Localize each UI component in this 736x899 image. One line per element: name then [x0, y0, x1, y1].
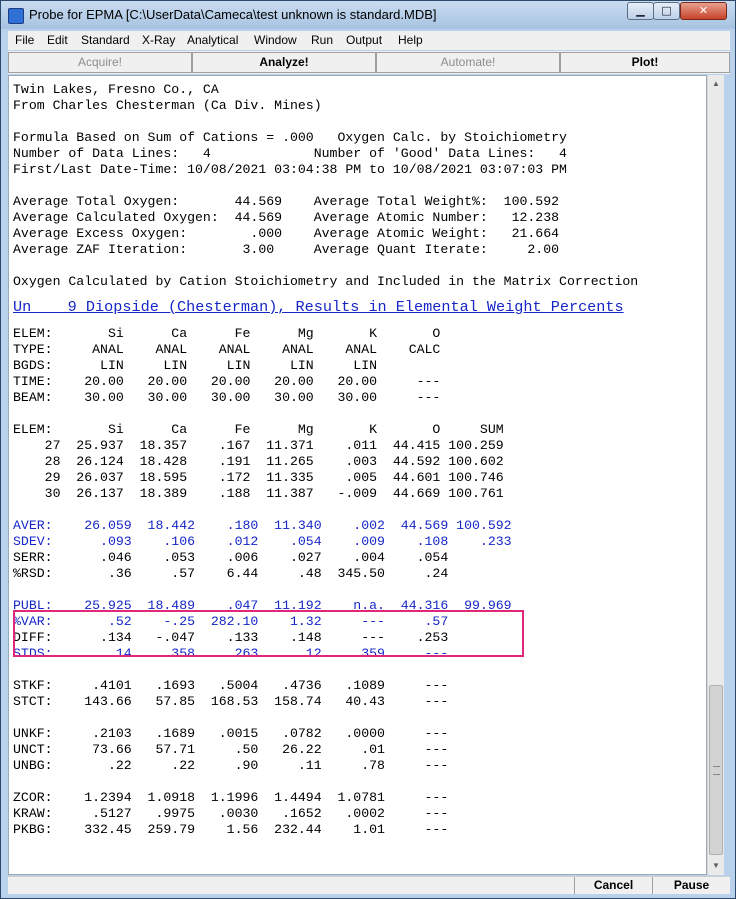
log-text: [9, 76, 706, 838]
publ-row: PUBL: 25.925 18.489 .047 11.192 n.a. 44.316 99.969: [13, 598, 512, 613]
close-button[interactable]: ✕: [680, 2, 727, 20]
plot-button[interactable]: Plot!: [560, 52, 730, 73]
highlight-box: [13, 610, 524, 657]
status-bar: [8, 876, 730, 894]
menu-file[interactable]: File: [15, 33, 35, 47]
menu-help[interactable]: Help: [398, 33, 423, 47]
cancel-button[interactable]: Cancel: [574, 877, 652, 894]
stds-row: STDS: 14 358 263 12 359 ---: [13, 646, 449, 661]
rsd-row: %RSD: .36 .57 6.44 .48 345.50 .24: [13, 566, 449, 581]
diff-row: DIFF: .134 -.047 .133 .148 --- .253: [13, 630, 449, 645]
menu-edit[interactable]: Edit: [47, 33, 68, 47]
log-window[interactable]: [8, 75, 707, 875]
analyze-button[interactable]: Analyze!: [192, 52, 376, 73]
var-row: %VAR: .52 -.25 282.10 1.32 --- .57: [13, 614, 449, 629]
automate-button[interactable]: Automate!: [376, 52, 560, 73]
pause-button[interactable]: Pause: [652, 877, 730, 894]
menu-bar: [8, 31, 730, 50]
sdev-row: SDEV: .093 .106 .012 .054 .009 .108 .233: [13, 534, 512, 549]
aver-row: AVER: 26.059 18.442 .180 11.340 .002 44.569 100.592: [13, 518, 512, 533]
acquire-button[interactable]: Acquire!: [8, 52, 192, 73]
vertical-scrollbar[interactable]: [707, 75, 724, 875]
grip-icon: [713, 766, 720, 775]
menu-standard[interactable]: Standard: [81, 33, 130, 47]
title-bar[interactable]: [1, 1, 735, 29]
scroll-up-icon[interactable]: ▲: [712, 79, 720, 88]
toolbar: [8, 51, 730, 74]
log-setup: ELEM: Si Ca Fe Mg K O TYPE: ANAL ANAL ANAL ANAL ANAL CALC BGDS: LIN LIN LIN LIN LIN TIME: 20.00 20.00 20.00 20.00 20.00 --- BEAM: 30.00 30.00 30.00 30.00 30.00 --- ELEM: Si Ca Fe Mg K O SUM 27 25.937 18.357 .167 11.371 .011 44.415 100.259 28 26.124 18.428 .191 11.265 .003 44.592 100.602 29 26.037 18.595 .172 11.335 .005 44.601 100.746 30 26.137 18.389 .188 11.387 -.009 44.669 100.761: [13, 326, 504, 501]
serr-row: SERR: .046 .053 .006 .027 .004 .054: [13, 550, 449, 565]
minimize-button[interactable]: ▁: [627, 2, 654, 20]
app-icon: [8, 8, 24, 24]
menu-run[interactable]: Run: [311, 33, 334, 47]
maximize-button[interactable]: □: [653, 2, 680, 20]
section-title: Un 9 Diopside (Chesterman), Results in Elemental Weight Percents: [13, 298, 624, 316]
menu-window[interactable]: Window: [254, 33, 297, 47]
menu-xray[interactable]: X-Ray: [142, 33, 176, 47]
window-title: Probe for EPMA [C:\UserData\Cameca\test unknown is standard.MDB]: [29, 7, 437, 22]
menu-output[interactable]: Output: [346, 33, 383, 47]
menu-analytical[interactable]: Analytical: [187, 33, 239, 47]
log-header: Twin Lakes, Fresno Co., CA From Charles Chesterman (Ca Div. Mines) Formula Based on Sum of Cations = .000 Oxygen Calc. by Stoichiometry Number of Data Lines: 4 Number of 'Good' Data Lines: 4 First/Last Date-Time: 10/08/2021 03:04:38 PM to 10/08/2021 03:07:03 PM Average Total Oxygen: 44.569 Average Total Weight%: 100.592 Average Calculated Oxygen: 44.569 Average Atomic Number: 12.238 Average Excess Oxygen: .000 Average Atomic Weight: 21.664 Average ZAF Iteration: 3.00 Average Quant Iterate: 2.00 Oxygen Calculated by Cation Stoichiometry and Included in the Matrix Correction: [13, 82, 639, 289]
scroll-down-icon[interactable]: ▼: [712, 861, 720, 870]
scroll-thumb[interactable]: [709, 685, 723, 855]
log-tail: STKF: .4101 .1693 .5004 .4736 .1089 --- STCT: 143.66 57.85 168.53 158.74 40.43 --- UNKF: .2103 .1689 .0015 .0782 .0000 --- UNCT: 73.66 57.71 .50 26.22 .01 --- UNBG: .22 .22 .90 .11 .78 --- ZCOR: 1.2394 1.0918 1.1996 1.4494 1.0781 --- KRAW: .5127 .9975 .0030 .1652 .0002 --- PKBG: 332.45 259.79 1.56 232.44 1.01 ---: [13, 678, 449, 837]
